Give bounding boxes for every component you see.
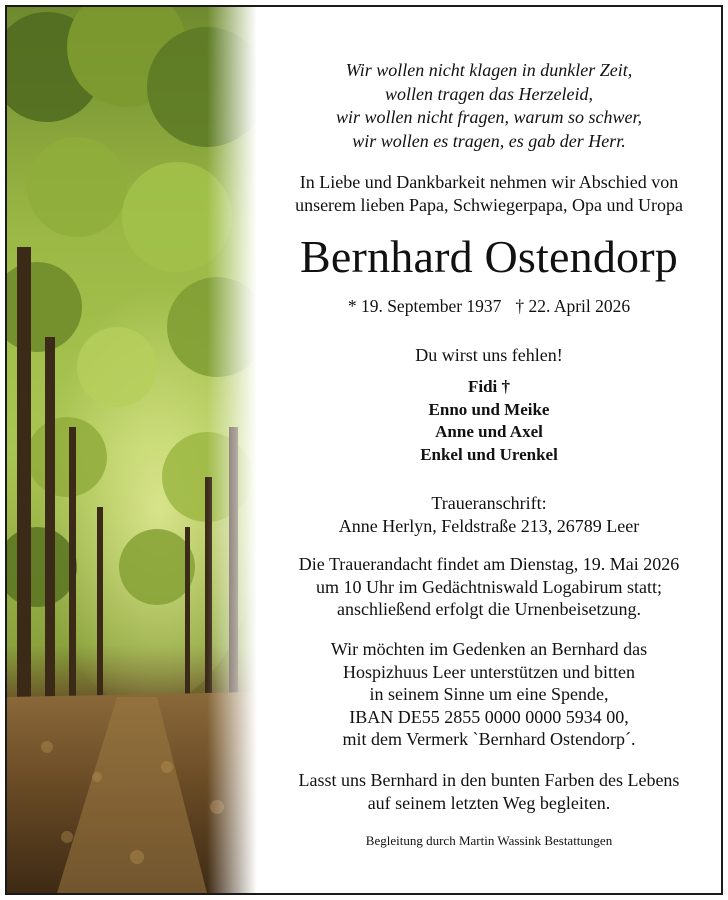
donation-line: mit dem Vermerk `Bernhard Ostendorp´.	[342, 729, 636, 749]
ceremony-line: Die Trauerandacht findet am Dienstag, 19. Mai 2026	[298, 554, 680, 574]
poem-line: wollen tragen das Herzeleid,	[385, 83, 593, 104]
poem	[257, 59, 721, 153]
ceremony-line: anschließend erfolgt die Urnenbeisetzung.	[337, 599, 641, 619]
mourners-list	[257, 376, 721, 466]
donation-line: Wir möchten im Gedenken an Bernhard das	[330, 639, 648, 659]
closing-line: auf seinem letzten Weg begleiten.	[367, 793, 611, 813]
mourning-address	[257, 492, 721, 538]
intro-line: unserem lieben Papa, Schwiegerpapa, Opa und Uropa	[295, 195, 683, 215]
closing-line: Lasst uns Bernhard in den bunten Farben des Lebens	[298, 770, 680, 790]
miss-you-text: Du wirst uns fehlen!	[415, 345, 563, 365]
deceased-name: Bernhard Ostendorp	[300, 231, 678, 282]
address-value: Anne Herlyn, Feldstraße 213, 26789 Leer	[338, 516, 640, 536]
mourner: Fidi †	[467, 377, 511, 396]
closing-text	[257, 769, 721, 815]
intro-line: In Liebe und Dankbarkeit nehmen wir Abschied von	[299, 172, 679, 192]
forest-path-image	[7, 7, 257, 893]
funeral-home-credit: Begleitung durch Martin Wassink Bestattungen	[365, 833, 613, 848]
poem-line: Wir wollen nicht klagen in dunkler Zeit,	[345, 60, 633, 80]
ceremony-info	[257, 553, 721, 621]
obituary-frame	[5, 5, 723, 895]
mourner: Anne und Axel	[435, 422, 543, 441]
poem-line: wir wollen es tragen, es gab der Herr.	[352, 130, 626, 151]
ceremony-line: um 10 Uhr im Gedächtniswald Logabirum statt;	[316, 576, 662, 597]
donation-line: Hospizhuus Leer unterstützen und bitten	[343, 661, 635, 682]
birth-date: * 19. September 1937	[347, 296, 502, 316]
iban-line: IBAN DE55 2855 0000 0000 5934 00,	[349, 706, 629, 727]
poem-line: wir wollen nicht fragen, warum so schwer,	[335, 107, 642, 127]
donation-request	[257, 638, 721, 751]
life-dates	[257, 295, 721, 317]
mourner: Enno und Meike	[428, 399, 550, 419]
death-date: † 22. April 2026	[515, 296, 631, 316]
address-label: Traueranschrift:	[431, 493, 547, 513]
donation-line: in seinem Sinne um eine Spende,	[369, 684, 609, 704]
mourner: Enkel und Urenkel	[420, 444, 558, 464]
obituary-text	[257, 7, 721, 893]
farewell-intro	[257, 171, 721, 217]
